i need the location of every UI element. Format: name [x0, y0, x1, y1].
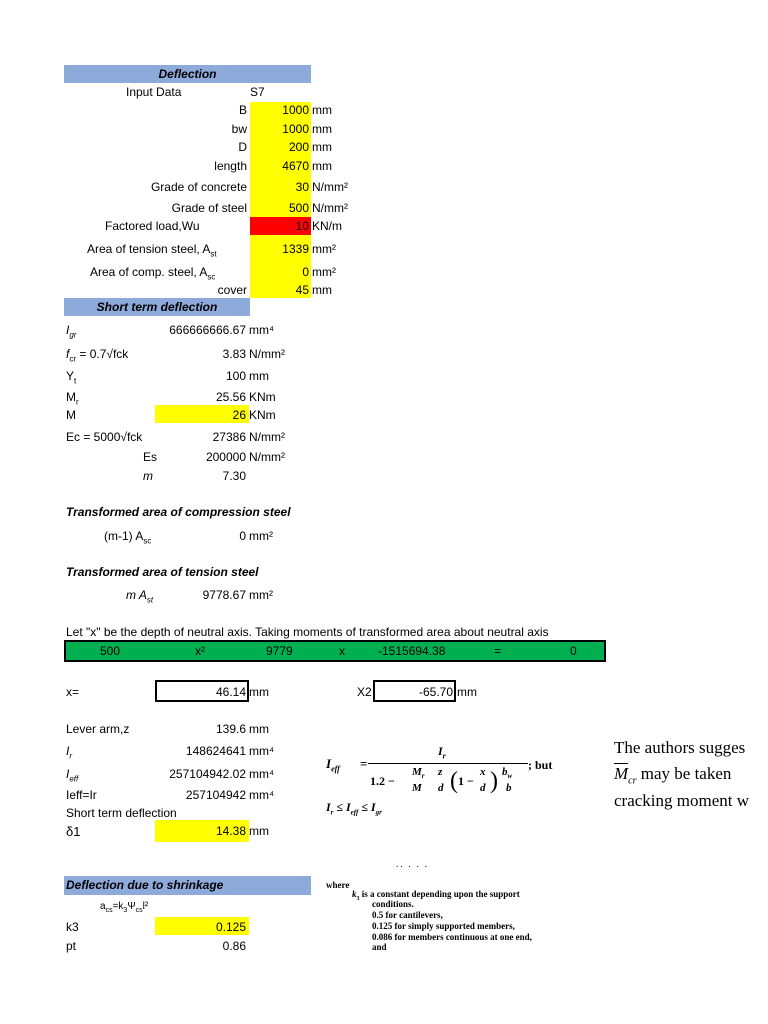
input-unit: mm² — [312, 242, 336, 256]
row-label: M — [66, 408, 76, 422]
x2-value: -65.70 — [418, 685, 453, 699]
x-unit: mm — [249, 685, 269, 699]
row-value: 666666666.67 — [169, 323, 246, 337]
input-value[interactable]: 0 — [302, 265, 309, 279]
transformed-comp-unit: mm² — [249, 529, 273, 543]
input-unit: mm — [312, 283, 332, 297]
input-label: Factored load,Wu — [105, 219, 200, 233]
where-k3-line: $k_3$ is a constant depending upon the support — [352, 889, 520, 902]
where-label: where — [326, 880, 350, 890]
ieff-formula-image — [322, 742, 562, 822]
eq-equals: = — [494, 644, 502, 658]
row-unit: mm⁴ — [249, 323, 275, 337]
where-block-image — [326, 862, 606, 958]
row-label: m — [143, 469, 153, 483]
transformed-tens-unit: mm² — [249, 588, 273, 602]
ieff-ir-value: 257104942 — [185, 788, 246, 802]
input-label: D — [238, 140, 247, 154]
input-data-id: S7 — [250, 85, 265, 99]
input-unit: mm — [312, 159, 332, 173]
deflection-header — [64, 65, 311, 83]
k3-label: k3 — [66, 920, 79, 934]
row-value: 27386 — [212, 430, 246, 444]
k3-value[interactable]: 0.125 — [215, 920, 246, 934]
row-unit: KNm — [249, 390, 276, 404]
formula-b: b — [506, 782, 512, 794]
formula-numerator: $I_r$ — [438, 744, 446, 761]
formula-but: ; but — [528, 758, 553, 772]
formula-fraction-bar — [368, 763, 528, 764]
row-value[interactable]: 26 — [232, 408, 246, 422]
ir-value: 148624641 — [185, 744, 246, 758]
formula-mr: $M_r$ — [412, 766, 425, 781]
eq-constant: -1515694.38 — [378, 644, 446, 658]
input-label: length — [214, 159, 247, 173]
input-value[interactable]: 4670 — [282, 159, 309, 173]
delta1-value: 14.38 — [215, 824, 246, 838]
where-line-5: and — [372, 942, 387, 952]
formula-d2: d — [480, 782, 486, 794]
input-label: Grade of steel — [171, 201, 247, 215]
input-value[interactable]: 30 — [295, 180, 309, 194]
input-value[interactable]: 1000 — [282, 103, 309, 117]
lever-arm-unit: mm — [249, 722, 269, 736]
where-line-4: 0.086 for members continuous at one end, — [372, 932, 532, 942]
quadratic-equation-row — [64, 640, 606, 662]
formula-den-lead: 1.2 − — [370, 774, 395, 788]
formula-inequality: $I_r \le I_{eff} \le I_{gr}$ — [326, 800, 382, 817]
transformed-tens-header: Transformed area of tension steel — [66, 565, 259, 579]
shrinkage-header-label: Deflection due to shrinkage — [66, 878, 224, 892]
formula-eq: = — [360, 756, 368, 771]
input-label: Area of tension steel, $A_{st}$ — [87, 242, 217, 259]
formula-paren-lead: 1 − — [458, 774, 474, 788]
input-unit: mm — [312, 122, 332, 136]
x-label: x= — [66, 685, 80, 699]
lever-arm-label: Lever arm,z — [66, 722, 130, 736]
row-unit: mm — [249, 369, 269, 383]
shrinkage-header — [64, 876, 311, 895]
transformed-tens-value: 9778.67 — [202, 588, 246, 602]
delta1-label: δ1 — [66, 824, 81, 839]
where-line-2: 0.5 for cantilevers, — [372, 910, 443, 920]
input-unit: mm — [312, 103, 332, 117]
input-unit: N/mm² — [312, 180, 348, 194]
row-unit: N/mm² — [249, 347, 285, 361]
input-label: bw — [231, 122, 247, 136]
input-data-label: Input Data — [126, 85, 182, 99]
transformed-tens-label: m $A_{st}$ — [126, 588, 154, 605]
transformed-comp-header: Transformed area of compression steel — [66, 505, 291, 519]
row-value: 100 — [225, 369, 246, 383]
input-value[interactable]: 45 — [295, 283, 309, 297]
lever-arm-value: 139.6 — [215, 722, 246, 736]
transformed-comp-label: (m-1) $A_{sc}$ — [104, 529, 152, 546]
row-label: $I_{gr}$ — [66, 323, 77, 340]
input-unit: mm — [312, 140, 332, 154]
x-value: 46.14 — [215, 685, 246, 699]
pt-label: pt — [66, 939, 77, 953]
formula-paren-open: ( — [450, 768, 458, 794]
where-line-3: 0.125 for simply supported members, — [372, 921, 515, 931]
row-value: 200000 — [205, 450, 246, 464]
input-label: Grade of concrete — [150, 180, 247, 194]
row-unit: N/mm² — [249, 450, 285, 464]
input-value[interactable]: 500 — [288, 201, 309, 215]
formula-m: M — [412, 782, 422, 794]
ieff-label: $I_{eff}$ — [66, 767, 79, 784]
deflection-header-label: Deflection — [158, 67, 217, 81]
row-unit: N/mm² — [249, 430, 285, 444]
input-value[interactable]: 200 — [288, 140, 309, 154]
formula-x: x — [480, 766, 486, 778]
ir-unit: mm⁴ — [249, 744, 275, 758]
formula-d: d — [438, 782, 444, 794]
short-term-deflection-label: Short term deflection — [66, 806, 177, 820]
eq-coef-a: 500 — [100, 644, 121, 658]
side-text-line-1: The authors sugges — [614, 738, 746, 757]
short-term-header — [64, 298, 250, 316]
ieff-ir-unit: mm⁴ — [249, 788, 275, 802]
where-line-1: conditions. — [372, 899, 414, 909]
formula-lhs: $I_{eff}$ — [326, 756, 340, 774]
input-unit: KN/m — [312, 219, 342, 233]
short-term-header-label: Short term deflection — [96, 300, 218, 314]
eq-x-squared: x² — [195, 644, 205, 658]
input-value[interactable]: 1000 — [282, 122, 309, 136]
ieff-ir-label: Ieff=Ir — [66, 788, 97, 802]
input-label: Area of comp. steel, $A_{sc}$ — [90, 265, 216, 282]
row-label: Ec = 5000√fck — [66, 430, 143, 444]
pt-value: 0.86 — [222, 939, 246, 953]
input-label: cover — [217, 283, 247, 297]
input-value[interactable]: 1339 — [282, 242, 309, 256]
delta1-unit: mm — [249, 824, 269, 838]
formula-bw: $b_w$ — [502, 766, 513, 781]
input-value[interactable]: 10 — [295, 219, 309, 233]
row-value: 3.83 — [222, 347, 246, 361]
ieff-value: 257104942.02 — [169, 767, 246, 781]
shrinkage-formula: $a_{cs}=k_3\Psi_{cs}l^2$ — [100, 901, 149, 914]
row-label: $M_r$ — [66, 390, 79, 407]
side-text-line-3: cracking moment w — [614, 791, 750, 810]
input-unit: N/mm² — [312, 201, 348, 215]
row-label: $f_{cr} = 0.7√fck$ — [66, 347, 129, 364]
x2-label: X2 — [357, 685, 372, 699]
row-value: 7.30 — [222, 469, 246, 483]
ir-label: $I_r$ — [66, 744, 73, 761]
row-label: $Y_t$ — [66, 369, 77, 386]
input-label: B — [238, 103, 247, 117]
x2-unit: mm — [457, 685, 477, 699]
side-text-line-2: $\overline{M}_{cr}$ may be taken — [614, 764, 732, 787]
row-value: 25.56 — [215, 390, 246, 404]
eq-x: x — [339, 644, 345, 658]
eq-zero: 0 — [570, 644, 577, 658]
where-dots: ·· · · · — [396, 863, 429, 871]
row-label: Es — [143, 450, 158, 464]
transformed-comp-value: 0 — [239, 529, 246, 543]
eq-coef-b: 9779 — [266, 644, 293, 658]
input-unit: mm² — [312, 265, 336, 279]
formula-z: z — [438, 766, 443, 778]
neutral-axis-sentence: Let "x" be the depth of neutral axis. Taking moments of transformed area about neutral axis — [66, 625, 549, 639]
row-unit: KNm — [249, 408, 276, 422]
ieff-unit: mm⁴ — [249, 767, 275, 781]
formula-paren-close: ) — [490, 768, 498, 794]
